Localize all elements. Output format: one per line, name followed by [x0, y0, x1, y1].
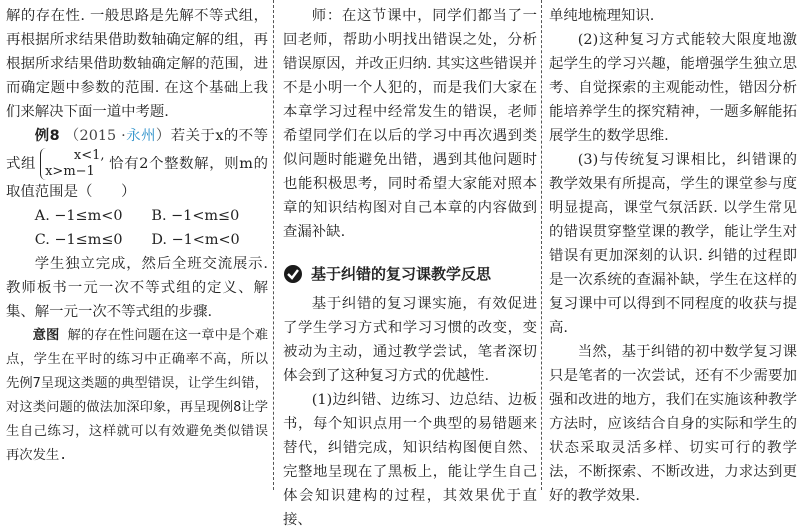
- inequality-line: x>m−1: [45, 164, 95, 179]
- example-source-open: （2015 ·: [64, 128, 126, 144]
- paragraph: 单纯地梳理知识.: [549, 8, 655, 24]
- example-8: [6, 124, 268, 204]
- paragraph: (1)边纠错、边练习、边总结、边板书，每个知识点用一个典型的易错题来替代，纠错完成，知识结构图便自然、完整地呈现在了黑板上，能让学生自己体会知识建构的过程，其效果优于直接、: [283, 392, 537, 528]
- paragraph: 解的存在性. 一般思路是先解不等式组，再根据所求结果借助数轴确定解的组，再根据所求结果借助数轴确定解的范围，进而确定题中参数的范围. 在这个基础上我们来解决下面一道中考题.: [6, 8, 268, 120]
- column-left: [6, 4, 268, 468]
- option-a: A. −1≤m<0: [34, 208, 123, 224]
- design-intent-note: [6, 324, 268, 468]
- example-stem-b: 恰有2个整数解，则m的取值范围是（ ）: [6, 156, 268, 200]
- section-heading: [283, 262, 537, 286]
- option-c: C. −1≤m≤0: [34, 232, 123, 248]
- paragraph: (3)与传统复习课相比，纠错课的教学效果有所提高，学生的课堂参与度明显提高，课堂气氛活跃. 以学生常见的错误贯穿整堂课的教学，能让学生对错误有更加深刻的认识. 纠错的过程即是一次系统的查漏补缺，学生在这样的复习课中可以得到不同程度的收获与提高.: [549, 152, 797, 336]
- example-label: 例8: [34, 128, 60, 144]
- options-row: [6, 204, 268, 228]
- column-divider: [273, 0, 274, 490]
- option-d: D. −1<m<0: [151, 232, 240, 248]
- circle-check-icon: [283, 264, 303, 284]
- paragraph: 学生独立完成，然后全班交流展示. 教师板书一元一次不等式组的定义、解集、解一元一次不等式组的步骤.: [6, 256, 268, 320]
- note-text: 解的存在性问题在这一章中是个难点，学生在平时的练习中正确率不高，所以先例7呈现这类题的典型错误，让学生纠错，对这类问题的做法加深印象，再呈现例8让学生自己练习，这样就可以有效避免类似错误再次发生.: [6, 328, 269, 463]
- example-stem-a: 若关于x的不等式组: [6, 128, 268, 172]
- column-divider: [541, 0, 542, 490]
- inequality-line: x<1,: [73, 148, 105, 163]
- column-middle: [283, 4, 537, 532]
- example-source-close: ）: [155, 128, 171, 144]
- example-source-city: 永州: [125, 128, 156, 144]
- column-right: [549, 4, 797, 508]
- note-label: 意图: [32, 328, 60, 343]
- paragraph: 基于纠错的复习课实施，有效促进了学生学习方式和学习习惯的改变，变被动为主动，通过教学尝试，笔者深切体会到了这种复习方式的优越性.: [283, 296, 537, 384]
- options-row: [6, 228, 268, 252]
- section-heading-text: 基于纠错的复习课教学反思: [311, 265, 492, 283]
- paragraph: (2)这种复习方式能较大限度地激起学生的学习兴趣，能增强学生独立思考、自觉探索的主观能动性，错因分析能培养学生的探究精神，一题多解能拓展学生的数学思维.: [549, 32, 797, 144]
- paragraph: 师：在这节课中，同学们都当了一回老师，帮助小明找出错误之处，分析错误原因，并改正归纳. 其实这些错误并不是小明一个人犯的，而是我们大家在本章学习过程中经常发生的错误，老师希望同学们在以后的学习中再次遇到类似问题时能避免出错，遇到其他问题时也能积极思考，同时希望大家能对照本章的知识结构图对自己本章的内容做到查漏补缺.: [283, 8, 537, 240]
- option-b: B. −1<m≤0: [151, 208, 240, 224]
- paragraph: 当然，基于纠错的初中数学复习课只是笔者的一次尝试，还有不少需要加强和改进的地方，我们在实施该种教学方法时，应该结合自身的实际和学生的状态采取灵活多样、切实可行的教学法，不断探索、不断改进，力求达到更好的教学效果.: [549, 344, 797, 504]
- inequality-system: [40, 148, 104, 180]
